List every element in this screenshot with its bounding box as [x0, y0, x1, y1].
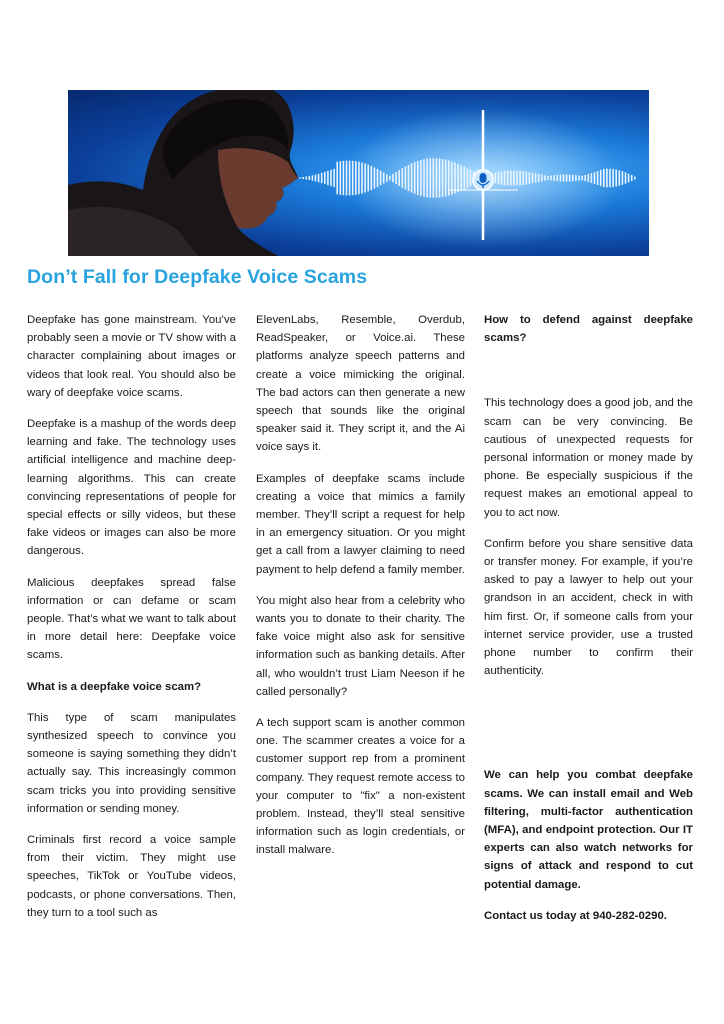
- wave-bar: [522, 171, 524, 185]
- wave-bar: [411, 163, 413, 192]
- wave-bar: [439, 159, 441, 198]
- wave-bar: [442, 159, 444, 197]
- wave-bar: [566, 174, 568, 181]
- wave-bar: [628, 174, 630, 183]
- wave-bar: [615, 169, 617, 186]
- paragraph: Confirm before you share sensitive data or transfer money. For example, if you’re asked to pay a lawyer to help out your grandson in an accident, check in with him first. Or, if someone calls from your internet service provider, use a trusted phone number to confirm their authenticity.: [484, 537, 693, 678]
- wave-bar: [460, 165, 462, 191]
- wave-bar: [324, 172, 326, 184]
- wave-bar: [355, 161, 357, 195]
- paragraph: This technology does a good job, and the scam can be very convincing. Be cautious of unexpected requests for personal information or money made by phone. Be especially suspicious if the request makes an emotional appeal to you to act now.: [484, 397, 693, 519]
- wave-bar: [414, 162, 416, 194]
- wave-bar: [516, 170, 518, 185]
- wave-bar: [389, 176, 391, 181]
- wave-bar: [343, 161, 345, 195]
- wave-bar: [467, 168, 469, 188]
- wave-bar: [600, 170, 602, 186]
- wave-bar: [609, 169, 611, 188]
- wave-bar: [507, 171, 509, 186]
- wave-bar: [336, 162, 338, 195]
- paragraph: This type of scam manipulates synthesized speech to convince you someone is saying something they didn’t actually say. This increasingly common scam tricks you into providing sensitive information or sending money.: [27, 711, 236, 815]
- wave-bar: [557, 175, 559, 181]
- hero-image: [68, 90, 649, 256]
- wave-bar: [619, 170, 621, 186]
- paragraph: A tech support scam is another common one. The scammer creates a voice for a customer support rep from a prominent company. They request remote access to your computer to "fix" a non-existent problem. Instead, they’ll steal sensitive information such as login credentials, or install malware.: [256, 717, 465, 857]
- wave-bar: [504, 171, 506, 185]
- wave-bar: [380, 171, 382, 186]
- wave-bar: [315, 175, 317, 182]
- wave-bar: [327, 171, 329, 185]
- paragraph: Deepfake has gone mainstream. You’ve probably seen a movie or TV show with a character complaining about images or videos that look real. You should also be wary of deepfake voice scams.: [27, 314, 236, 399]
- wave-bar: [346, 161, 348, 196]
- wave-bar: [309, 176, 311, 180]
- page-title: Don’t Fall for Deepfake Voice Scams: [27, 266, 368, 288]
- wave-bar: [634, 176, 636, 179]
- person-silhouette: [68, 90, 298, 256]
- wave-bar: [550, 176, 552, 181]
- wave-bar: [501, 171, 503, 184]
- wave-bar: [340, 161, 342, 195]
- wave-bar: [625, 172, 627, 183]
- wave-bar: [361, 162, 363, 193]
- wave-bar: [395, 172, 397, 184]
- column-1: [27, 311, 236, 935]
- call-to-action: We can help you combat deepfake scams. We can install email and Web filtering, multi-factor authentication (MFA), and endpoint protection. Our IT experts can also watch networks for signs of attack and respond to cut potential damage.: [484, 769, 693, 891]
- wave-bar: [349, 161, 351, 196]
- wave-bar: [547, 176, 549, 180]
- wave-bar: [622, 171, 624, 185]
- microphone-icon: [473, 170, 493, 190]
- wave-bar: [429, 158, 431, 197]
- wave-bar: [318, 174, 320, 182]
- section-heading: How to defend against deepfake scams?: [484, 314, 693, 345]
- paragraph: You might also hear from a celebrity who wants you to donate to their charity. The fake voice might also ask for sensitive information such as banking details. After all, who wouldn’t trust Liam Neeson if he called personally?: [256, 594, 465, 698]
- wave-bar: [417, 161, 419, 195]
- wave-bar: [436, 158, 438, 198]
- wave-bar: [591, 173, 593, 183]
- section-heading: What is a deepfake voice scam?: [27, 680, 202, 693]
- wave-bar: [377, 169, 379, 187]
- wave-bar: [575, 175, 577, 181]
- paragraph: ElevenLabs, Resemble, Overdub, ReadSpeaker, or Voice.ai. These platforms analyze speech patterns and create a voice mimicking the original. The bad actors can then generate a new speech that sounds like the original speaker said it. They script it, and the Ai voice says it.: [256, 314, 465, 454]
- wave-bar: [588, 174, 590, 182]
- wave-bar: [352, 161, 354, 196]
- wave-bar: [464, 167, 466, 190]
- wave-bar: [358, 162, 360, 195]
- wave-bar: [495, 173, 497, 184]
- wave-bar: [426, 159, 428, 198]
- wave-bar: [305, 177, 307, 180]
- wave-bar: [312, 175, 314, 180]
- wave-bar: [526, 172, 528, 185]
- wave-bar: [631, 175, 633, 181]
- wave-bar: [553, 175, 555, 181]
- wave-bar: [597, 171, 599, 185]
- wave-bar: [529, 172, 531, 184]
- wave-bar: [408, 165, 410, 191]
- wave-bar: [321, 173, 323, 183]
- wave-bar: [420, 160, 422, 196]
- wave-bar: [405, 167, 407, 190]
- wave-bar: [457, 164, 459, 192]
- wave-bar: [374, 167, 376, 188]
- paragraph: Examples of deepfake scams include creating a voice that mimics a family member. They’ll script a request for help in an emergency situation. Or you might get a call from a lawyer claiming to need payment to help defend a family member.: [256, 472, 465, 576]
- wave-bar: [581, 176, 583, 181]
- wave-bar: [402, 168, 404, 188]
- paragraph: Criminals first record a voice sample from their victim. They might use speeches, TikTok or YouTube videos, podcasts, or phone conversations. Then, they turn to a tool such as: [27, 834, 236, 919]
- wave-bar: [302, 177, 304, 179]
- column-3: [484, 311, 693, 938]
- wave-bar: [383, 172, 385, 183]
- wave-bar: [470, 169, 472, 186]
- wave-bar: [563, 174, 565, 181]
- wave-bar: [612, 169, 614, 187]
- wave-bar: [433, 158, 435, 198]
- column-2: [256, 311, 465, 873]
- wave-bar: [299, 177, 301, 178]
- wave-bar: [606, 169, 608, 188]
- wave-bar: [513, 170, 515, 185]
- wave-bar: [569, 174, 571, 181]
- wave-bar: [594, 172, 596, 184]
- wave-bar: [541, 175, 543, 182]
- wave-bar: [445, 160, 447, 197]
- contact-line: Contact us today at 940-282-0290.: [484, 909, 667, 922]
- wave-bar: [454, 163, 456, 194]
- wave-bar: [519, 171, 521, 186]
- wave-bar: [386, 174, 388, 181]
- wave-bar: [603, 169, 605, 187]
- wave-bar: [364, 163, 366, 192]
- wave-bar: [560, 175, 562, 182]
- wave-bar: [371, 166, 373, 190]
- paragraph: Deepfake is a mashup of the words deep learning and fake. The technology uses artificial intelligence and machine deep-learning algorithms. This can create convincing representations of people for special effects or silly videos, but these fake videos or images can also be more dangerous.: [27, 418, 236, 558]
- wave-bar: [532, 173, 534, 184]
- wave-bar: [510, 170, 512, 185]
- voice-waveform-illustration: [68, 90, 649, 256]
- wave-bar: [498, 172, 500, 184]
- wave-bar: [330, 170, 332, 186]
- wave-bar: [333, 169, 335, 187]
- wave-bar: [578, 176, 580, 181]
- wave-bar: [392, 174, 394, 182]
- wave-bar: [423, 159, 425, 197]
- wave-bar: [538, 174, 540, 182]
- wave-bar: [535, 173, 537, 182]
- wave-bar: [544, 175, 546, 180]
- paragraph: Malicious deepfakes spread false information or can defame or scam people. That’s what we want to talk about in more detail here: Deepfake voice scams.: [27, 576, 236, 662]
- wave-bar: [584, 175, 586, 181]
- wave-bar: [398, 170, 400, 186]
- wave-bar: [367, 165, 369, 192]
- wave-bar: [572, 175, 574, 182]
